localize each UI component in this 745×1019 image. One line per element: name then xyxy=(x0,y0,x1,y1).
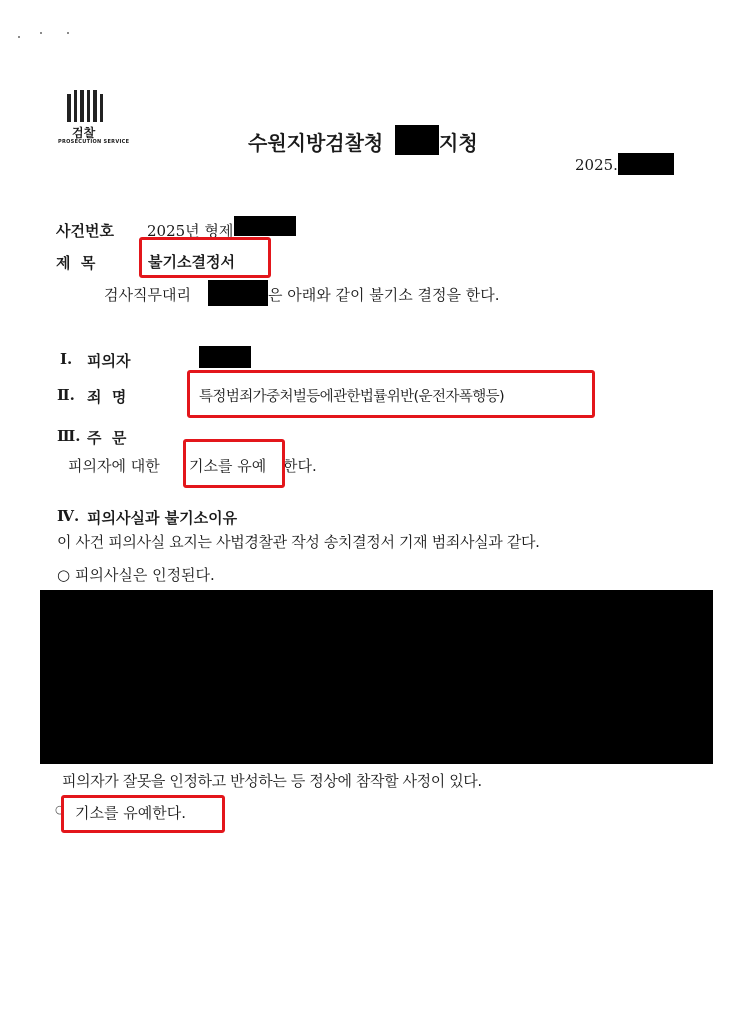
mitigating-circumstances: 피의자가 잘못을 인정하고 반성하는 등 정상에 참작할 사정이 있다. xyxy=(62,772,482,790)
conclusion-bullet: ○ xyxy=(55,803,65,816)
disposition-highlight-text: 기소를 유예 xyxy=(189,457,267,475)
case-number-label: 사건번호 xyxy=(56,222,114,240)
redaction-suspect xyxy=(199,346,251,368)
facts-admitted: ○ 피의사실은 인정된다. xyxy=(57,566,215,584)
highlight-charge xyxy=(187,370,595,418)
charge-name: 특정범죄가중처벌등에관한법률위반(운전자폭행등) xyxy=(199,389,505,405)
section-2-num: Ⅱ. xyxy=(57,386,75,404)
conclusion-decision: 기소를 유예한다. xyxy=(75,804,186,822)
section-4-num: Ⅳ. xyxy=(57,507,80,525)
section-3-num: Ⅲ. xyxy=(57,427,81,445)
disposition-prefix: 피의자에 대한 xyxy=(68,457,160,475)
redaction-date xyxy=(618,153,674,175)
subject-label: 제 목 xyxy=(56,254,96,272)
facts-summary: 이 사건 피의사실 요지는 사법경찰관 작성 송치결정서 기재 범죄사실과 같다. xyxy=(57,533,540,551)
highlight-conclusion xyxy=(61,795,225,833)
redaction-prosecutor xyxy=(208,280,268,306)
section-3-label: 주 문 xyxy=(87,429,127,447)
highlight-subject xyxy=(139,237,271,278)
section-1-label: 피의자 xyxy=(87,352,131,370)
office-title-prefix: 수원지방검찰청 xyxy=(248,131,384,155)
highlight-disposition xyxy=(183,439,285,488)
subject-value: 불기소결정서 xyxy=(148,253,235,271)
redaction-branch xyxy=(395,125,439,155)
office-title-suffix: 지청 xyxy=(439,131,478,155)
case-number-value: 2025년 형제 xyxy=(147,222,234,240)
redaction-facts-block xyxy=(40,590,713,764)
document-date: 2025. xyxy=(575,156,618,174)
section-1-num: Ⅰ. xyxy=(60,350,73,368)
logo-subtitle: PROSECUTION SERVICE xyxy=(58,139,130,145)
scan-speck xyxy=(67,32,69,34)
scan-speck xyxy=(18,36,20,38)
logo-name: 검찰 xyxy=(72,126,96,140)
section-2-label: 죄 명 xyxy=(87,388,127,406)
disposition-suffix: 한다. xyxy=(283,457,317,475)
redaction-case-number xyxy=(234,216,296,236)
section-4-label: 피의사실과 불기소이유 xyxy=(87,509,238,527)
intro-prefix: 검사직무대리 xyxy=(104,286,191,304)
intro-suffix: 은 아래와 같이 불기소 결정을 한다. xyxy=(268,286,500,304)
scan-speck xyxy=(40,32,42,34)
logo-bars-icon xyxy=(67,90,103,122)
